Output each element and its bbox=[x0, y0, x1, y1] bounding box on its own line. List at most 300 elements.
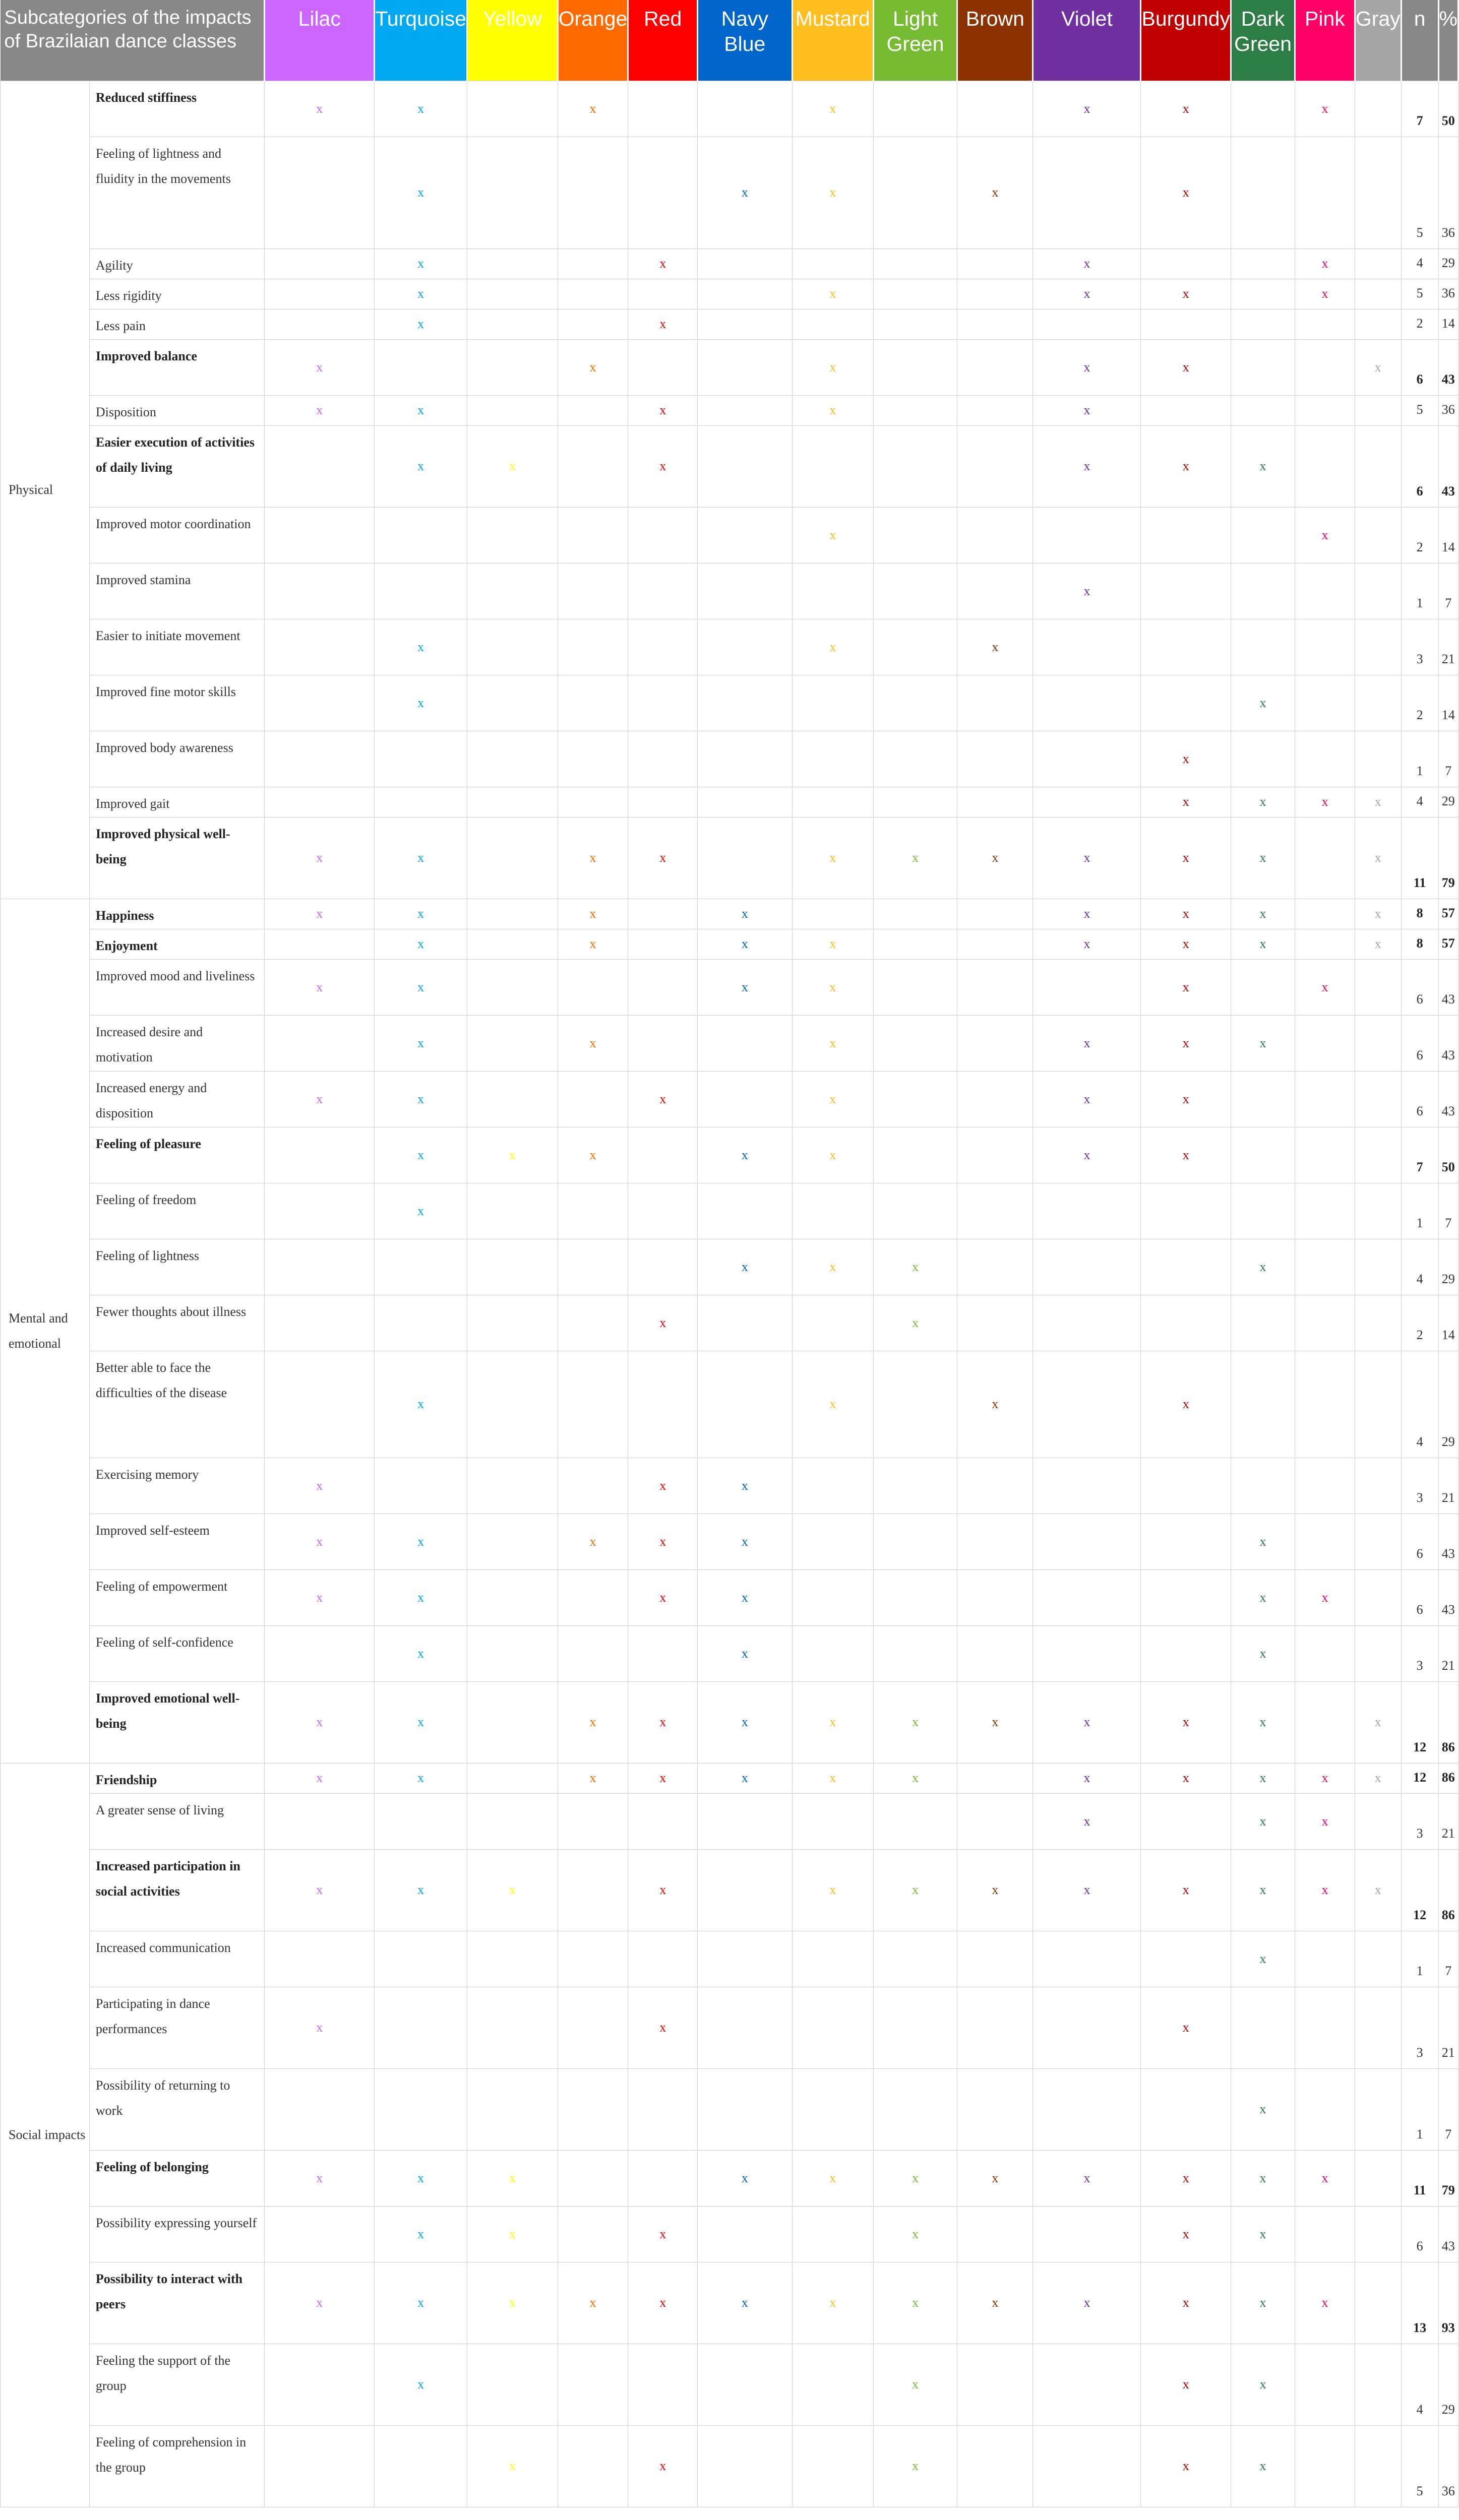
mark-x: x bbox=[741, 1590, 748, 1605]
mark-cell bbox=[792, 339, 873, 395]
percent-value: 29 bbox=[1438, 248, 1458, 279]
subcategory-label: Improved stamina bbox=[89, 563, 264, 619]
mark-cell bbox=[873, 2206, 957, 2262]
mark-cell bbox=[1141, 1458, 1231, 1514]
mark-x: x bbox=[829, 850, 836, 865]
mark-cell bbox=[375, 1793, 467, 1849]
mark-x: x bbox=[1259, 695, 1266, 710]
mark-cell bbox=[628, 2068, 698, 2150]
mark-cell bbox=[1033, 2344, 1141, 2425]
mark-cell bbox=[792, 899, 873, 929]
mark-x: x bbox=[912, 850, 919, 865]
mark-cell bbox=[265, 899, 375, 929]
mark-cell bbox=[1295, 309, 1355, 339]
mark-cell bbox=[375, 1625, 467, 1681]
count-value: 3 bbox=[1401, 1793, 1438, 1849]
mark-x: x bbox=[912, 1315, 919, 1330]
mark-cell bbox=[697, 1295, 792, 1351]
mark-cell bbox=[1033, 675, 1141, 731]
mark-cell bbox=[1033, 899, 1141, 929]
subcategory-label: Better able to face the difficulties of the disease bbox=[89, 1351, 264, 1458]
mark-cell bbox=[697, 1127, 792, 1183]
mark-cell bbox=[558, 81, 628, 137]
mark-cell bbox=[1295, 1071, 1355, 1127]
mark-x: x bbox=[1259, 2226, 1266, 2241]
mark-x: x bbox=[509, 1882, 516, 1897]
mark-cell bbox=[467, 137, 558, 248]
mark-cell bbox=[1231, 2206, 1295, 2262]
mark-cell bbox=[1033, 929, 1141, 959]
mark-cell bbox=[628, 1239, 698, 1295]
mark-x: x bbox=[1083, 1813, 1090, 1829]
mark-x: x bbox=[1259, 850, 1266, 865]
mark-cell bbox=[265, 1351, 375, 1458]
mark-cell bbox=[1355, 339, 1401, 395]
mark-cell bbox=[873, 425, 957, 507]
mark-cell bbox=[375, 929, 467, 959]
mark-cell bbox=[558, 817, 628, 899]
mark-cell bbox=[558, 1183, 628, 1239]
mark-cell bbox=[265, 787, 375, 817]
mark-x: x bbox=[1321, 256, 1328, 271]
mark-cell bbox=[375, 1931, 467, 1987]
mark-x: x bbox=[1182, 906, 1189, 921]
mark-cell bbox=[1295, 1239, 1355, 1295]
mark-cell bbox=[1141, 817, 1231, 899]
mark-cell bbox=[558, 2262, 628, 2344]
mark-cell bbox=[873, 137, 957, 248]
mark-cell bbox=[375, 395, 467, 425]
mark-cell bbox=[1231, 339, 1295, 395]
mark-cell bbox=[1231, 929, 1295, 959]
mark-cell bbox=[1355, 507, 1401, 563]
mark-x: x bbox=[1182, 286, 1189, 301]
subcategory-label: Increased energy and disposition bbox=[89, 1071, 264, 1127]
mark-x: x bbox=[509, 2226, 516, 2241]
mark-x: x bbox=[1259, 459, 1266, 473]
mark-x: x bbox=[1259, 1771, 1266, 1785]
mark-cell bbox=[1033, 2206, 1141, 2262]
mark-cell bbox=[1141, 137, 1231, 248]
table-row bbox=[1, 619, 1458, 675]
mark-x: x bbox=[829, 1715, 836, 1729]
mark-x: x bbox=[992, 850, 999, 865]
mark-x: x bbox=[741, 1147, 748, 1162]
subcategory-label: Increased communication bbox=[89, 1931, 264, 1987]
mark-cell bbox=[558, 1127, 628, 1183]
count-value: 12 bbox=[1401, 1763, 1438, 1793]
mark-x: x bbox=[1083, 936, 1090, 951]
count-value: 6 bbox=[1401, 339, 1438, 395]
table-row bbox=[1, 2150, 1458, 2206]
mark-cell bbox=[1231, 817, 1295, 899]
mark-cell bbox=[467, 1183, 558, 1239]
mark-x: x bbox=[417, 185, 424, 200]
mark-cell bbox=[628, 137, 698, 248]
mark-cell bbox=[558, 1071, 628, 1127]
mark-cell bbox=[1231, 137, 1295, 248]
mark-cell bbox=[957, 1071, 1033, 1127]
mark-cell bbox=[375, 1351, 467, 1458]
mark-cell bbox=[265, 731, 375, 787]
mark-cell bbox=[375, 1295, 467, 1351]
header-group-mustard: Mustard bbox=[792, 0, 873, 81]
mark-cell bbox=[1141, 1514, 1231, 1569]
mark-cell bbox=[467, 1514, 558, 1569]
mark-cell bbox=[1231, 1849, 1295, 1931]
mark-cell bbox=[558, 309, 628, 339]
mark-cell bbox=[697, 425, 792, 507]
mark-cell bbox=[265, 1071, 375, 1127]
mark-cell bbox=[558, 2344, 628, 2425]
mark-x: x bbox=[417, 1147, 424, 1162]
mark-cell bbox=[558, 1458, 628, 1514]
mark-x: x bbox=[1182, 751, 1189, 766]
mark-x: x bbox=[417, 1203, 424, 1218]
subcategory-label: Feeling of comprehension in the group bbox=[89, 2425, 264, 2507]
percent-value: 7 bbox=[1438, 1183, 1458, 1239]
mark-x: x bbox=[1083, 101, 1090, 116]
mark-cell bbox=[1033, 279, 1141, 309]
mark-x: x bbox=[1259, 1715, 1266, 1729]
mark-cell bbox=[375, 81, 467, 137]
mark-x: x bbox=[829, 1091, 836, 1106]
mark-cell bbox=[265, 425, 375, 507]
percent-value: 21 bbox=[1438, 619, 1458, 675]
mark-cell bbox=[1295, 395, 1355, 425]
mark-cell bbox=[1231, 395, 1295, 425]
mark-cell bbox=[1355, 425, 1401, 507]
mark-cell bbox=[265, 1931, 375, 1987]
mark-cell bbox=[375, 1514, 467, 1569]
mark-cell bbox=[957, 563, 1033, 619]
mark-x: x bbox=[1182, 850, 1189, 865]
mark-cell bbox=[558, 1681, 628, 1763]
mark-cell bbox=[467, 339, 558, 395]
subcategory-label: Less pain bbox=[89, 309, 264, 339]
count-value: 12 bbox=[1401, 1849, 1438, 1931]
mark-cell bbox=[628, 1793, 698, 1849]
mark-cell bbox=[957, 2344, 1033, 2425]
mark-cell bbox=[697, 1931, 792, 1987]
mark-x: x bbox=[1259, 2295, 1266, 2310]
mark-cell bbox=[792, 1793, 873, 1849]
subcategory-label: Exercising memory bbox=[89, 1458, 264, 1514]
mark-cell bbox=[1231, 1295, 1295, 1351]
mark-x: x bbox=[741, 2295, 748, 2310]
mark-cell bbox=[1295, 1183, 1355, 1239]
mark-cell bbox=[1295, 2206, 1355, 2262]
mark-cell bbox=[792, 2262, 873, 2344]
mark-cell bbox=[1231, 2150, 1295, 2206]
mark-x: x bbox=[417, 1035, 424, 1050]
mark-cell bbox=[957, 899, 1033, 929]
subcategory-label: Feeling the support of the group bbox=[89, 2344, 264, 2425]
mark-cell bbox=[697, 1458, 792, 1514]
mark-cell bbox=[792, 1239, 873, 1295]
mark-cell bbox=[873, 1987, 957, 2068]
mark-cell bbox=[375, 1015, 467, 1071]
mark-x: x bbox=[1182, 2226, 1189, 2241]
percent-value: 7 bbox=[1438, 2068, 1458, 2150]
mark-cell bbox=[1231, 1183, 1295, 1239]
mark-cell bbox=[467, 1351, 558, 1458]
mark-x: x bbox=[1321, 1590, 1328, 1605]
mark-cell bbox=[628, 787, 698, 817]
count-value: 5 bbox=[1401, 2425, 1438, 2507]
mark-cell bbox=[1141, 1763, 1231, 1793]
header-group-orange: Orange bbox=[558, 0, 628, 81]
mark-cell bbox=[1355, 395, 1401, 425]
mark-cell bbox=[375, 787, 467, 817]
mark-cell bbox=[558, 1793, 628, 1849]
mark-cell bbox=[1295, 2262, 1355, 2344]
mark-x: x bbox=[417, 906, 424, 921]
mark-x: x bbox=[829, 2295, 836, 2310]
mark-x: x bbox=[1321, 101, 1328, 116]
mark-cell bbox=[265, 2344, 375, 2425]
mark-x: x bbox=[1182, 2295, 1189, 2310]
mark-x: x bbox=[829, 185, 836, 200]
mark-cell bbox=[873, 1458, 957, 1514]
percent-value: 21 bbox=[1438, 1625, 1458, 1681]
mark-cell bbox=[1033, 1239, 1141, 1295]
mark-cell bbox=[697, 675, 792, 731]
mark-cell bbox=[873, 1351, 957, 1458]
mark-x: x bbox=[1083, 2295, 1090, 2310]
mark-x: x bbox=[1374, 1882, 1381, 1897]
mark-cell bbox=[467, 731, 558, 787]
percent-value: 21 bbox=[1438, 1458, 1458, 1514]
count-value: 1 bbox=[1401, 2068, 1438, 2150]
mark-cell bbox=[1141, 731, 1231, 787]
mark-cell bbox=[792, 1127, 873, 1183]
mark-cell bbox=[873, 309, 957, 339]
mark-cell bbox=[1295, 2344, 1355, 2425]
mark-x: x bbox=[992, 1882, 999, 1897]
count-value: 3 bbox=[1401, 1458, 1438, 1514]
mark-x: x bbox=[316, 359, 323, 374]
mark-cell bbox=[467, 507, 558, 563]
mark-cell bbox=[467, 1569, 558, 1625]
mark-x: x bbox=[1182, 185, 1189, 200]
mark-cell bbox=[792, 425, 873, 507]
mark-cell bbox=[1295, 899, 1355, 929]
count-value: 4 bbox=[1401, 2344, 1438, 2425]
mark-cell bbox=[375, 1763, 467, 1793]
mark-cell bbox=[467, 619, 558, 675]
mark-cell bbox=[1231, 1681, 1295, 1763]
mark-cell bbox=[1355, 1183, 1401, 1239]
mark-cell bbox=[1295, 1295, 1355, 1351]
mark-cell bbox=[957, 507, 1033, 563]
percent-value: 86 bbox=[1438, 1763, 1458, 1793]
mark-cell bbox=[467, 787, 558, 817]
mark-cell bbox=[1141, 2425, 1231, 2507]
mark-x: x bbox=[1182, 1882, 1189, 1897]
table-row bbox=[1, 1127, 1458, 1183]
mark-cell bbox=[558, 2150, 628, 2206]
mark-cell bbox=[957, 81, 1033, 137]
mark-cell bbox=[1231, 899, 1295, 929]
mark-cell bbox=[873, 1295, 957, 1351]
mark-cell bbox=[873, 787, 957, 817]
mark-x: x bbox=[992, 2295, 999, 2310]
mark-cell bbox=[628, 675, 698, 731]
mark-cell bbox=[697, 339, 792, 395]
mark-cell bbox=[375, 1681, 467, 1763]
mark-cell bbox=[1141, 2262, 1231, 2344]
count-value: 7 bbox=[1401, 81, 1438, 137]
mark-cell bbox=[375, 1569, 467, 1625]
mark-cell bbox=[873, 81, 957, 137]
mark-x: x bbox=[1374, 906, 1381, 921]
mark-cell bbox=[467, 395, 558, 425]
percent-value: 43 bbox=[1438, 1015, 1458, 1071]
mark-cell bbox=[697, 1987, 792, 2068]
mark-cell bbox=[628, 959, 698, 1015]
mark-cell bbox=[1355, 248, 1401, 279]
count-value: 6 bbox=[1401, 1071, 1438, 1127]
mark-cell bbox=[265, 1295, 375, 1351]
mark-x: x bbox=[1182, 1771, 1189, 1785]
mark-cell bbox=[1033, 507, 1141, 563]
mark-cell bbox=[1141, 619, 1231, 675]
mark-cell bbox=[467, 2206, 558, 2262]
count-value: 5 bbox=[1401, 137, 1438, 248]
mark-cell bbox=[792, 1071, 873, 1127]
table-row bbox=[1, 2068, 1458, 2150]
mark-cell bbox=[467, 1625, 558, 1681]
mark-cell bbox=[873, 1681, 957, 1763]
mark-cell bbox=[957, 1849, 1033, 1931]
mark-x: x bbox=[1083, 1147, 1090, 1162]
mark-cell bbox=[957, 1127, 1033, 1183]
mark-x: x bbox=[829, 403, 836, 417]
mark-cell bbox=[467, 1987, 558, 2068]
mark-cell bbox=[957, 959, 1033, 1015]
mark-cell bbox=[873, 817, 957, 899]
mark-x: x bbox=[417, 1715, 424, 1729]
mark-cell bbox=[792, 817, 873, 899]
mark-cell bbox=[1295, 1127, 1355, 1183]
mark-cell bbox=[1033, 1793, 1141, 1849]
mark-x: x bbox=[912, 1771, 919, 1785]
mark-cell bbox=[1231, 1127, 1295, 1183]
mark-cell bbox=[873, 2150, 957, 2206]
mark-cell bbox=[1033, 1015, 1141, 1071]
percent-value: 86 bbox=[1438, 1849, 1458, 1931]
subcategory-label: Friendship bbox=[89, 1763, 264, 1793]
mark-cell bbox=[957, 1569, 1033, 1625]
mark-cell bbox=[1355, 137, 1401, 248]
mark-cell bbox=[467, 1015, 558, 1071]
mark-cell bbox=[1355, 2262, 1401, 2344]
mark-cell bbox=[558, 425, 628, 507]
mark-x: x bbox=[509, 2459, 516, 2473]
mark-cell bbox=[265, 1514, 375, 1569]
count-value: 11 bbox=[1401, 817, 1438, 899]
mark-x: x bbox=[1259, 1882, 1266, 1897]
count-value: 8 bbox=[1401, 899, 1438, 929]
mark-x: x bbox=[912, 1882, 919, 1897]
mark-cell bbox=[265, 1239, 375, 1295]
table-row bbox=[1, 1569, 1458, 1625]
header-group-violet: Violet bbox=[1033, 0, 1141, 81]
mark-cell bbox=[1295, 339, 1355, 395]
mark-cell bbox=[375, 1239, 467, 1295]
mark-x: x bbox=[829, 2170, 836, 2185]
mark-x: x bbox=[417, 256, 424, 271]
mark-x: x bbox=[509, 2295, 516, 2310]
mark-cell bbox=[375, 507, 467, 563]
mark-cell bbox=[1033, 339, 1141, 395]
mark-x: x bbox=[1083, 403, 1090, 417]
mark-cell bbox=[1231, 959, 1295, 1015]
mark-x: x bbox=[1321, 2170, 1328, 2185]
mark-x: x bbox=[417, 1590, 424, 1605]
mark-cell bbox=[1231, 1987, 1295, 2068]
subcategory-label: Increased desire and motivation bbox=[89, 1015, 264, 1071]
table-row bbox=[1, 817, 1458, 899]
mark-cell bbox=[467, 309, 558, 339]
mark-x: x bbox=[1259, 1646, 1266, 1661]
header-percent: % bbox=[1438, 0, 1458, 81]
mark-cell bbox=[265, 2068, 375, 2150]
mark-cell bbox=[792, 1458, 873, 1514]
mark-cell bbox=[1295, 1569, 1355, 1625]
mark-cell bbox=[697, 899, 792, 929]
subcategory-label: Possibility of returning to work bbox=[89, 2068, 264, 2150]
mark-cell bbox=[792, 395, 873, 425]
mark-cell bbox=[1355, 731, 1401, 787]
table-row bbox=[1, 1239, 1458, 1295]
mark-cell bbox=[1231, 731, 1295, 787]
mark-cell bbox=[1355, 309, 1401, 339]
mark-x: x bbox=[1259, 2102, 1266, 2116]
mark-cell bbox=[1355, 1987, 1401, 2068]
mark-cell bbox=[1033, 1295, 1141, 1351]
mark-cell bbox=[792, 1015, 873, 1071]
mark-cell bbox=[697, 817, 792, 899]
mark-cell bbox=[1355, 817, 1401, 899]
count-value: 7 bbox=[1401, 1127, 1438, 1183]
mark-cell bbox=[873, 2068, 957, 2150]
mark-cell bbox=[375, 731, 467, 787]
mark-cell bbox=[628, 309, 698, 339]
table-row bbox=[1, 248, 1458, 279]
mark-x: x bbox=[417, 2226, 424, 2241]
mark-cell bbox=[1295, 425, 1355, 507]
table-row bbox=[1, 1015, 1458, 1071]
mark-cell bbox=[873, 248, 957, 279]
mark-cell bbox=[697, 1015, 792, 1071]
mark-cell bbox=[558, 787, 628, 817]
mark-cell bbox=[792, 2344, 873, 2425]
mark-x: x bbox=[1259, 936, 1266, 951]
mark-cell bbox=[467, 1931, 558, 1987]
mark-x: x bbox=[741, 2170, 748, 2185]
mark-cell bbox=[1033, 1569, 1141, 1625]
mark-cell bbox=[957, 929, 1033, 959]
mark-cell bbox=[792, 1849, 873, 1931]
mark-cell bbox=[697, 279, 792, 309]
percent-value: 43 bbox=[1438, 1514, 1458, 1569]
header-group-burgundy: Burgundy bbox=[1141, 0, 1231, 81]
mark-x: x bbox=[1182, 359, 1189, 374]
mark-cell bbox=[697, 731, 792, 787]
mark-x: x bbox=[1259, 1259, 1266, 1274]
